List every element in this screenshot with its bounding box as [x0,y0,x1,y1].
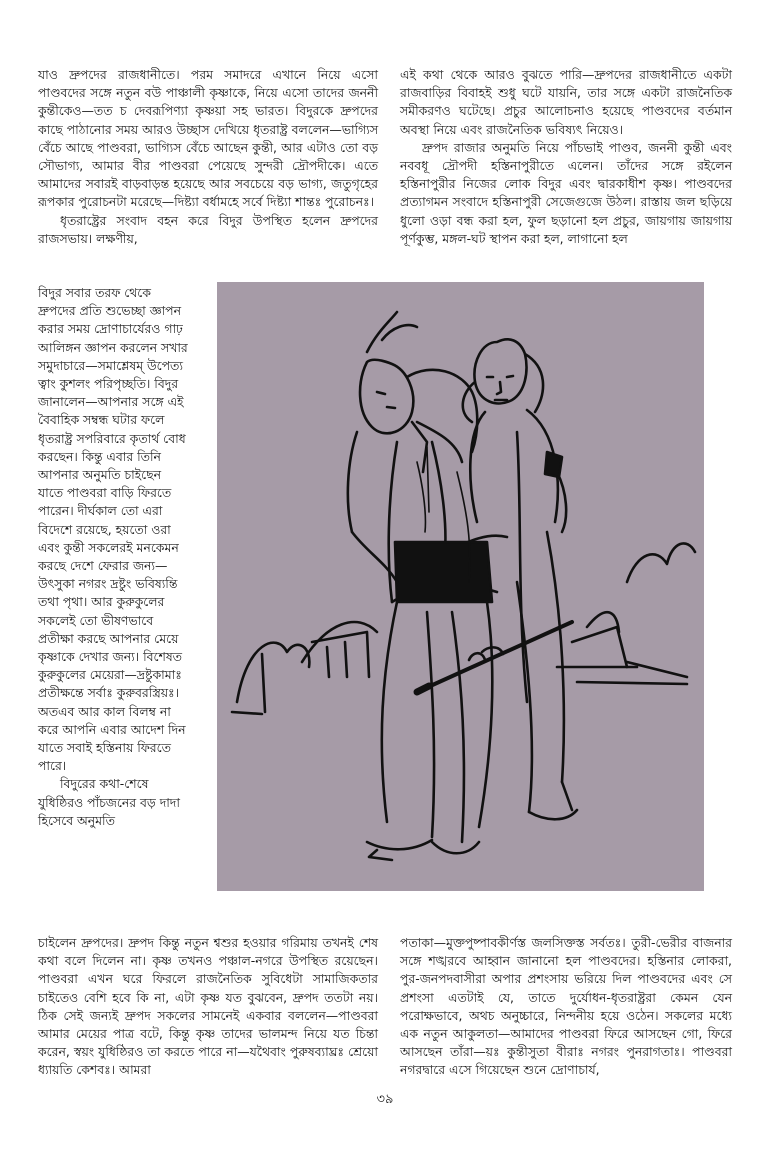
paragraph: বিদুর সবার তরফ থেকে দ্রুপদের প্রতি শুভেচ্ছা জ্ঞাপন করার সময় দ্রোণাচার্যেরও গাঢ় আলিঙ্গন জ্ঞাপন করলেন সখার সমুদাচারে—সমাশ্লেষম্ উপেত্য ত্বাং কুশলং পরিপৃচ্ছতি। বিদুর জানালেন—আপনার সঙ্গে এই বৈবাহিক সম্বন্ধ ঘটার ফলে ধৃতরাষ্ট্র সপরিবারে কৃতার্থ বোধ করছেন। কিন্তু এবার তিনি আপনার অনুমতি চাইছেন যাতে পাণ্ডবরা বাড়ি ফিরতে পারেন। দীর্ঘকাল তো এরা বিদেশে রয়েছে, হয়তো ওরা এবং কুন্তী সকলেরই মনকেমন করছে দেশে ফেরার জন্য—উৎসুকা নগরং দ্রষ্টুং ভবিষ্যন্তি তথা পৃথা। আর কুরুকুলের সকলেই তো ভীষণভাবে প্রতীক্ষা করছে আপনার মেয়ে কৃষ্ণাকে দেখার জন্য। বিশেষত কুরুকুলের মেয়েরা—দ্রষ্টুকামাঃ প্রতীক্ষন্তে সর্বাঃ কুরুবরস্ত্রিয়ঃ। অতএব আর কাল বিলম্ব না করে আপনি এবার আদেশ দিন যাতে সবাই হস্তিনায় ফিরতে পারে। [38,285,188,774]
paragraph: দ্রুপদ রাজার অনুমতি নিয়ে পাঁচভাই পাণ্ডব, জননী কুন্তী এবং নববধূ দ্রৌপদী হস্তিনাপুরীতে এলেন। তাঁদের সঙ্গে রইলেন হস্তিনাপুরীর নিজের লোক বিদুর এবং দ্বারকাধীশ কৃষ্ণ। পাণ্ডবদের প্রত্যাগমন সংবাদে হস্তিনাপুরী সেজেগুজে উঠল। রাস্তায় জল ছড়িয়ে ধুলো ওড়া বন্ধ করা হল, ফুল ছড়ানো হল প্রচুর, জায়গায় জায়গায় পূর্ণকুম্ভ, মঙ্গল-ঘট স্থাপন করা হল, লাগানো হল [400,139,732,246]
left-column-narrow [38,284,188,830]
illustration-krishna-arjuna [217,282,704,891]
paragraph: যাও দ্রুপদের রাজধানীতে। পরম সমাদরে এখানে নিয়ে এসো পাণ্ডবদের সঙ্গে নতুন বউ পাঞ্চালী কৃষ্ণাকে, নিয়ে এসো তাদের জননী কুন্তীকেও—তত চ দেবরূপিণ্যা কৃষ্ণয়া সহ ভারত। বিদুরকে দ্রুপদের কাছে পাঠানোর সময় আরও উচ্ছাস দেখিয়ে ধৃতরাষ্ট্র বললেন—ভাগ্যিস বেঁচে আছে পাণ্ডবরা, ভাগ্যিস বেঁচে আছেন কুন্তী, আর এটাও তো বড় সৌভাগ্য, আমার বীর পাণ্ডবরা পেয়েছে সুন্দরী দ্রৌপদীকে। এতে আমাদের সবারই বাড়বাড়ন্ত হয়েছে আর সবচেয়ে বড় ভাগ্য, জতুগৃহের রূপকার পুরোচনটা মরেছে—দিষ্ট্যা বর্ধামহে সর্বে দিষ্ট্যা শান্তঃ পুরোচনঃ। [38,67,378,210]
paragraph: ধৃতরাষ্ট্রের সংবাদ বহন করে বিদুর উপস্থিত হলেন দ্রুপদের রাজসভায়। লক্ষণীয়, [38,212,378,246]
left-column-top [38,66,378,248]
paragraph: বিদুরের কথা-শেষে যুধিষ্ঠিরও পাঁচজনের বড় দাদা হিসেবে অনুমতি [38,776,180,828]
page-number: ৩৯ [376,1092,394,1107]
left-column-bottom [38,934,378,1080]
paragraph: চাইলেন দ্রুপদের। দ্রুপদ কিন্তু নতুন শ্বশুর হওয়ার গরিমায় তখনই শেষ কথা বলে দিলেন না। কৃষ্ণ তখনও পঞ্চাল-নগরে উপস্থিত রয়েছেন। পাণ্ডবরা এখন ঘরে ফিরলে রাজনৈতিক সুবিধেটা সামাজিকতার চাইতেও বেশি হবে কি না, এটা কৃষ্ণ যত বুঝবেন, দ্রুপদ ততটা নয়। ঠিক সেই জন্যই দ্রুপদ সকলের সামনেই একবার বললেন—পাণ্ডবরা আমার মেয়ের পাত্র বটে, কিন্তু কৃষ্ণ তাদের ভালমন্দ নিয়ে যত চিন্তা করেন, স্বয়ং যুধিষ্ঠিরও তা করতে পারে না—যথৈবাং পুরুষব্যাঘ্রঃ শ্রেয়ো ধ্যায়তি কেশবঃ। আমরা [38,935,378,1078]
right-column-bottom [400,934,732,1080]
paragraph: এই কথা থেকে আরও বুঝতে পারি—দ্রুপদের রাজধানীতে একটা রাজবাড়ির বিবাহই শুধু ঘটে যায়নি, তার সঙ্গে একটা রাজনৈতিক সমীকরণও ঘটেছে। প্রচুর আলোচনাও হয়েছে পাণ্ডবদের বর্তমান অবস্থা নিয়ে এবং রাজনৈতিক ভবিষ্যৎ নিয়েও। [400,67,732,137]
paragraph: পতাকা—মুক্তপুষ্পাবকীর্ণস্ত জলসিক্তস্ত সর্বতঃ। তুরী-ভেরীর বাজনার সঙ্গে শঙ্খরবে আহ্বান জানানো হল পাণ্ডবদের। হস্তিনার লোকরা, পুর-জনপদবাসীরা অপার প্রশংসায় ভরিয়ে দিল পাণ্ডবদের এবং সে প্রশংসা এতটাই যে, তাতে দুর্যোধন-ধৃতরাষ্ট্ররা কেমন যেন পরোক্ষভাবে, অথচ অনুচ্চারে, নিন্দনীয় হয়ে ওঠেন। সকলের মধ্যে এক নতুন আকুলতা—আমাদের পাণ্ডবরা ফিরে আসছেন গো, ফিরে আসছেন তাঁরা—য়ঃ কুন্তীসুতা বীরাঃ নগরং পুনরাগতাঃ। পাণ্ডবরা নগরদ্বারে এসে গিয়েছেন শুনে দ্রোণাচার্য, [400,935,732,1078]
right-column-top [400,66,732,248]
tree-sketch [237,643,309,702]
